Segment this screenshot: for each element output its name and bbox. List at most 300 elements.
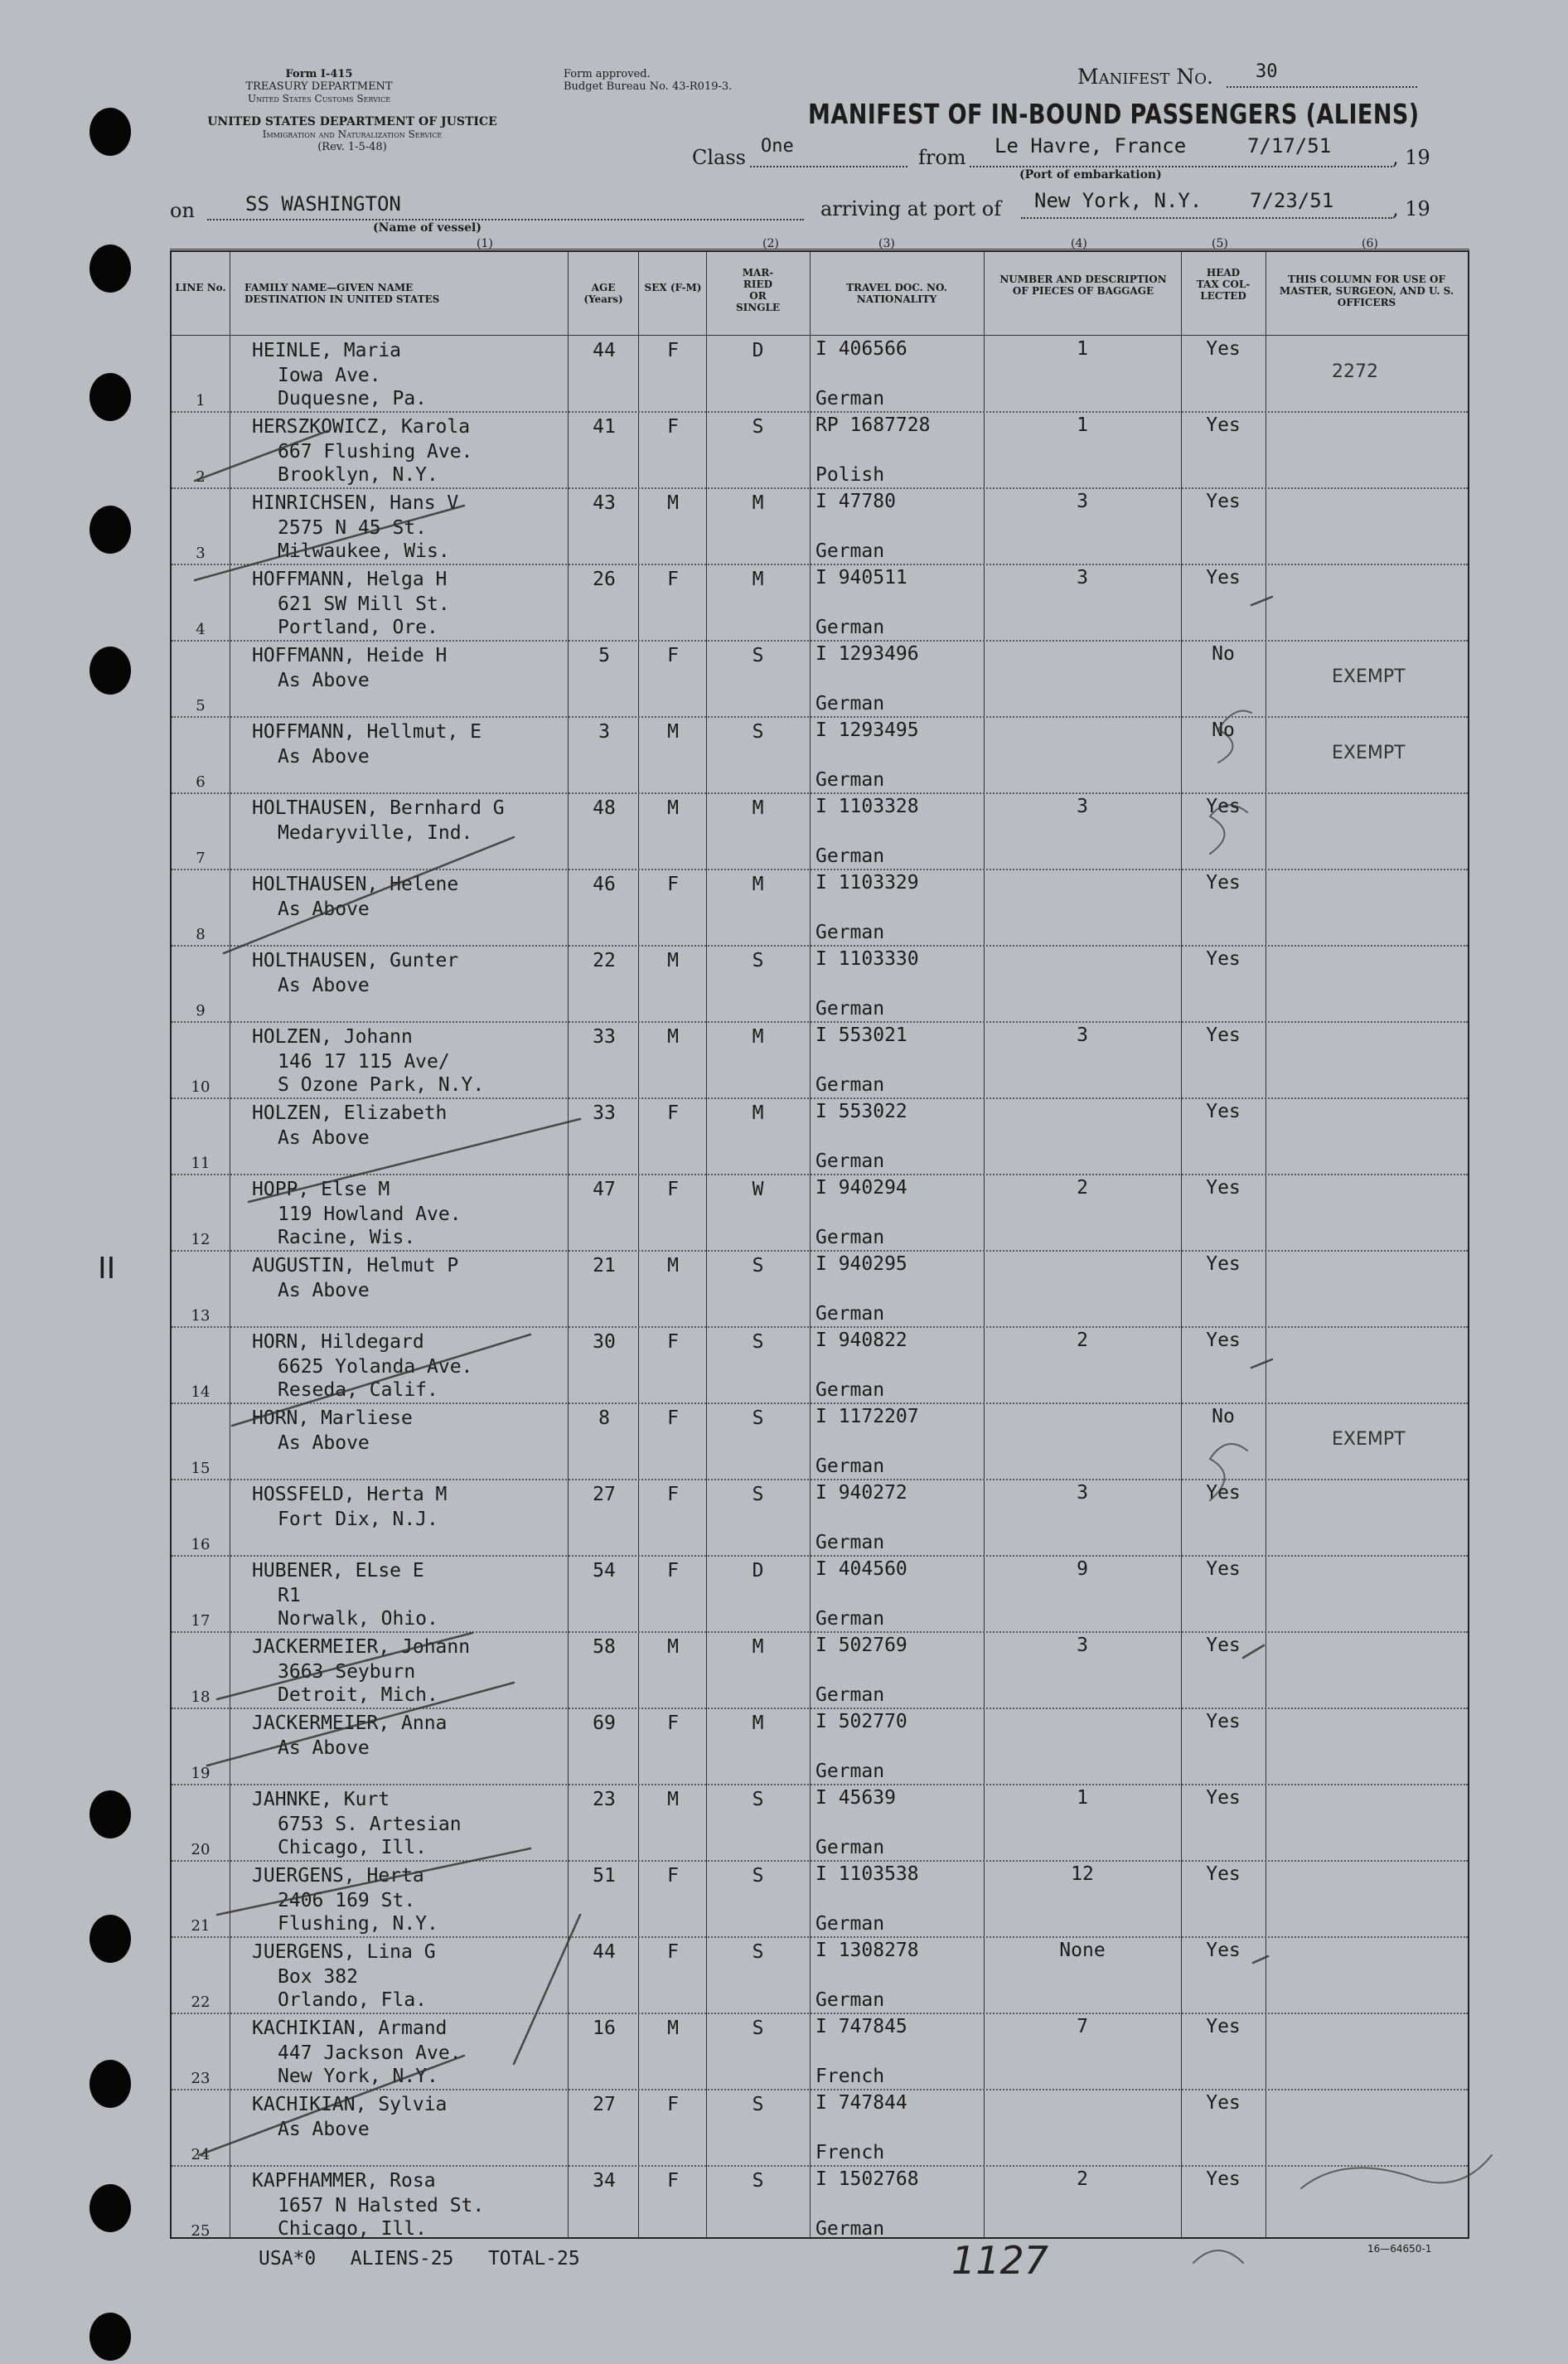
marital-cell: S [752,721,764,743]
line-number: 9 [196,1002,206,1020]
age-cell: 33 [593,1102,616,1124]
travel-doc-cell: RP 1687728 [815,414,931,436]
nationality-cell: German [815,1913,885,1935]
address-line-1: As Above [278,746,370,768]
travel-doc-cell: I 940295 [815,1253,907,1275]
marital-cell: D [752,340,764,361]
passenger-name: HEINLE, Maria [252,340,402,361]
baggage-cell: 1 [1077,1787,1088,1809]
manifest-no-label: Manifest No. [1077,65,1213,89]
line-number: 12 [191,1231,211,1248]
sex-cell: M [667,1026,679,1048]
nationality-cell: German [815,1227,885,1248]
marital-cell: W [752,1179,764,1200]
passenger-name: JUERGENS, Herta [252,1865,424,1887]
nationality-cell: German [815,617,885,638]
address-line-1: 2575 N 45 St. [278,517,428,539]
passenger-name: HOLZEN, Johann [252,1026,413,1048]
address-line-1: As Above [278,1432,370,1454]
passenger-name: HERSZKOWICZ, Karola [252,416,471,438]
marital-cell: D [752,1560,764,1582]
embark-date: 7/17/51 [1247,134,1332,157]
vessel-sublabel: (Name of vessel) [373,221,482,235]
head-tax-cell: Yes [1206,491,1241,512]
passenger-name: HOLZEN, Elizabeth [252,1102,448,1124]
passenger-name: HOLTHAUSEN, Bernhard G [252,797,505,819]
line-number: 6 [196,773,206,791]
passenger-name: HINRICHSEN, Hans V [252,492,459,514]
passenger-name: JACKERMEIER, Johann [252,1636,471,1658]
treasury-label: TREASURY DEPARTMENT [245,80,393,93]
address-line-1: As Above [278,899,370,920]
line-number: 23 [191,2070,211,2087]
passenger-name: KACHIKIAN, Armand [252,2018,448,2039]
passenger-name: HORN, Hildegard [252,1331,424,1353]
col-number-4: (4) [1071,237,1087,250]
sex-cell: M [667,492,679,514]
head-tax-cell: Yes [1206,1101,1241,1122]
address-line-2: Duquesne, Pa. [278,388,428,409]
address-line-1: 1657 N Halsted St. [278,2195,485,2216]
address-line-2: Milwaukee, Wis. [278,540,450,562]
address-line-2: S Ozone Park, N.Y. [278,1074,485,1096]
sex-cell: F [667,1865,679,1887]
officer-note: EXEMPT [1332,666,1406,687]
officer-note: 2272 [1332,361,1378,382]
age-cell: 22 [593,950,616,971]
totals-line: USA*0 ALIENS-25 TOTAL-25 [259,2248,580,2270]
sex-cell: M [667,721,679,743]
age-cell: 16 [593,2018,616,2039]
col-number-5: (5) [1212,237,1228,250]
nationality-cell: German [815,922,885,943]
address-line-1: As Above [278,670,370,691]
baggage-cell: 2 [1077,1330,1088,1351]
nationality-cell: German [815,845,885,867]
col-number-1: (1) [477,237,493,250]
address-line-2: Portland, Ore. [278,617,438,638]
arrival-port: New York, N.Y. [1034,189,1203,212]
approved-label: Form approved. [564,68,651,80]
line-number: 20 [191,1841,211,1858]
year-suffix-2: , 19 [1392,197,1430,220]
passenger-name: HOSSFELD, Herta M [252,1484,448,1505]
nationality-cell: Polish [815,464,885,486]
baggage-cell: None [1059,1940,1106,1961]
address-line-1: R1 [278,1585,301,1606]
marital-cell: M [752,1102,764,1124]
address-line-1: As Above [278,975,370,996]
nationality-cell: German [815,769,885,791]
head-tax-cell: No [1212,719,1235,741]
nationality-cell: German [815,1303,885,1325]
baggage-cell: 3 [1077,491,1088,512]
address-line-1: 6753 S. Artesian [278,1814,462,1835]
marital-cell: M [752,1636,764,1658]
baggage-cell: 3 [1077,796,1088,817]
header-line-no: LINE No. [175,282,226,293]
marital-cell: S [752,2018,764,2039]
address-line-2: Flushing, N.Y. [278,1913,438,1935]
address-line-2: Norwalk, Ohio. [278,1608,438,1630]
passenger-name: HOFFMANN, Hellmut, E [252,721,482,743]
baggage-cell: 3 [1077,1482,1088,1504]
line-number: 15 [191,1460,211,1477]
manifest-no-value: 30 [1256,61,1278,82]
travel-doc-cell: I 1103330 [815,948,919,970]
travel-doc-cell: I 404560 [815,1558,907,1580]
travel-doc-cell: I 1103328 [815,796,919,817]
address-line-2: Brooklyn, N.Y. [278,464,438,486]
address-line-1: As Above [278,2119,370,2140]
line-number: 2 [196,468,206,486]
sex-cell: F [667,645,679,666]
line-number: 4 [196,621,206,638]
sex-cell: M [667,950,679,971]
passenger-name: JACKERMEIER, Anna [252,1712,448,1734]
header-age: AGE (Years) [583,282,623,305]
head-tax-cell: Yes [1206,1787,1241,1809]
travel-doc-cell: I 502769 [815,1635,907,1656]
header-head-tax: HEAD TAX COL-LECTED [1196,267,1251,302]
line-number: 13 [191,1307,211,1325]
age-cell: 41 [593,416,616,438]
head-tax-cell: Yes [1206,1482,1241,1504]
header-baggage: NUMBER AND DESCRIPTION OF PIECES OF BAGGAGE [999,274,1167,297]
sex-cell: M [667,1255,679,1276]
header-sex: SEX (F-M) [644,282,702,293]
address-line-2: Orlando, Fla. [278,1989,428,2011]
address-line-1: 119 Howland Ave. [278,1204,462,1225]
sex-cell: M [667,1789,679,1810]
sex-cell: F [667,2170,679,2192]
head-tax-cell: Yes [1206,1558,1241,1580]
age-cell: 58 [593,1636,616,1658]
col-number-2: (2) [762,237,779,250]
arrival-date: 7/23/51 [1250,189,1334,212]
customs-label: United States Customs Service [247,93,391,104]
travel-doc-cell: I 553021 [815,1025,907,1046]
passenger-name: KAPFHAMMER, Rosa [252,2170,436,2192]
embark-port: Le Havre, France [995,134,1187,157]
travel-doc-cell: I 747844 [815,2092,907,2114]
passenger-name: HORN, Marliese [252,1407,413,1429]
passenger-name: JAHNKE, Kurt [252,1789,390,1810]
age-cell: 48 [593,797,616,819]
year-suffix-1: , 19 [1392,146,1430,169]
marital-cell: M [752,874,764,895]
sex-cell: F [667,1484,679,1505]
travel-doc-cell: I 406566 [815,338,907,360]
passenger-name: HUBENER, ELse E [252,1560,424,1582]
age-cell: 3 [598,721,610,743]
address-line-1: Box 382 [278,1966,358,1988]
header-married: MAR-RIED OR SINGLE [735,267,781,313]
marital-cell: M [752,797,764,819]
line-number: 3 [196,545,206,562]
address-line-2: Racine, Wis. [278,1227,416,1248]
officer-note: EXEMPT [1332,743,1406,763]
address-line-2: Chicago, Ill. [278,2218,428,2240]
line-number: 14 [191,1383,211,1401]
baggage-cell: 2 [1077,2168,1088,2190]
head-tax-cell: Yes [1206,1025,1241,1046]
marital-cell: M [752,492,764,514]
nationality-cell: German [815,2218,885,2240]
nationality-cell: German [815,1532,885,1553]
age-cell: 8 [598,1407,610,1429]
baggage-cell: 12 [1071,1863,1094,1885]
age-cell: 34 [593,2170,616,2192]
address-line-1: As Above [278,1280,370,1301]
sex-cell: F [667,1102,679,1124]
address-line-1: 621 SW Mill St. [278,593,450,615]
nationality-cell: German [815,998,885,1020]
head-tax-cell: Yes [1206,1863,1241,1885]
age-cell: 46 [593,874,616,895]
passenger-name: HOLTHAUSEN, Helene [252,874,459,895]
on-label: on [170,199,195,222]
travel-doc-cell: I 1103538 [815,1863,919,1885]
sex-cell: F [667,416,679,438]
passenger-name: HOFFMANN, Helga H [252,569,448,590]
line-number: 8 [196,926,206,943]
head-tax-cell: Yes [1206,948,1241,970]
head-tax-cell: Yes [1206,338,1241,360]
marital-cell: S [752,2170,764,2192]
head-tax-cell: No [1212,643,1235,665]
travel-doc-cell: I 940294 [815,1177,907,1199]
marital-cell: M [752,1712,764,1734]
travel-doc-cell: I 1502768 [815,2168,919,2190]
line-number: 18 [191,1688,211,1706]
sex-cell: F [667,340,679,361]
age-cell: 43 [593,492,616,514]
line-number: 11 [191,1155,211,1172]
marital-cell: S [752,2094,764,2115]
age-cell: 26 [593,569,616,590]
address-line-1: 447 Jackson Ave. [278,2042,462,2064]
passenger-name: AUGUSTIN, Helmut P [252,1255,459,1276]
address-line-1: As Above [278,1737,370,1759]
sex-cell: F [667,1179,679,1200]
nationality-cell: German [815,1989,885,2011]
marital-cell: S [752,1865,764,1887]
baggage-cell: 3 [1077,567,1088,589]
class-value: One [761,136,794,157]
head-tax-cell: Yes [1206,2168,1241,2190]
col-number-6: (6) [1362,237,1378,250]
rev-label: (Rev. 1-5-48) [317,141,387,153]
nationality-cell: German [815,1151,885,1172]
sex-cell: F [667,1560,679,1582]
ins-label: Immigration and Naturalization Service [262,128,443,140]
passenger-name: HOFFMANN, Heide H [252,645,448,666]
marital-cell: M [752,1026,764,1048]
sex-cell: F [667,1941,679,1963]
age-cell: 47 [593,1179,616,1200]
marital-cell: S [752,1407,764,1429]
travel-doc-cell: I 940511 [815,567,907,589]
age-cell: 27 [593,2094,616,2115]
line-number: 5 [196,697,206,715]
head-tax-cell: Yes [1206,1635,1241,1656]
nationality-cell: German [815,1456,885,1477]
nationality-cell: German [815,1379,885,1401]
address-line-1: 3663 Seyburn [278,1661,416,1683]
line-number: 21 [191,1917,211,1935]
age-cell: 27 [593,1484,616,1505]
head-tax-cell: No [1212,1406,1235,1427]
address-line-2: Reseda, Calif. [278,1379,438,1401]
manifest-title: MANIFEST OF IN-BOUND PASSENGERS (ALIENS) [808,98,1420,130]
travel-doc-cell: I 45639 [815,1787,896,1809]
nationality-cell: German [815,693,885,715]
travel-doc-cell: I 1103329 [815,872,919,894]
head-tax-cell: Yes [1206,1330,1241,1351]
line-number: 1 [196,392,206,409]
head-tax-cell: Yes [1206,1711,1241,1732]
line-number: 19 [191,1765,211,1782]
passenger-name: KACHIKIAN, Sylvia [252,2094,448,2115]
baggage-cell: 3 [1077,1025,1088,1046]
travel-doc-cell: I 1293496 [815,643,919,665]
address-line-1: 146 17 115 Ave/ [278,1051,450,1073]
passenger-name: HOPP, Else M [252,1179,390,1200]
marital-cell: S [752,1484,764,1505]
header-officers: THIS COLUMN FOR USE OF MASTER, SURGEON, AND U. S. OFFICERS [1279,274,1454,308]
travel-doc-cell: I 1308278 [815,1940,919,1961]
age-cell: 5 [598,645,610,666]
sex-cell: F [667,874,679,895]
age-cell: 54 [593,1560,616,1582]
passenger-name: JUERGENS, Lina G [252,1941,436,1963]
sex-cell: F [667,569,679,590]
passenger-name: HOLTHAUSEN, Gunter [252,950,459,971]
nationality-cell: French [815,2066,885,2087]
baggage-cell: 7 [1077,2016,1088,2037]
form-number: Form I-415 [285,68,353,80]
travel-doc-cell: I 1293495 [815,719,919,741]
nationality-cell: German [815,1684,885,1706]
travel-doc-cell: I 940822 [815,1330,907,1351]
port-embark-label: (Port of embarkation) [1019,168,1162,182]
address-line-2: New York, N.Y. [278,2066,438,2087]
handwritten-count: 1127 [951,2238,1049,2283]
baggage-cell: 2 [1077,1177,1088,1199]
head-tax-cell: Yes [1206,1177,1241,1199]
marital-cell: M [752,569,764,590]
marital-cell: S [752,645,764,666]
address-line-1: Fort Dix, N.J. [278,1509,438,1530]
arriving-label: arriving at port of [820,197,1002,220]
sex-cell: M [667,797,679,819]
nationality-cell: German [815,1837,885,1858]
head-tax-cell: Yes [1206,1253,1241,1275]
line-number: 25 [191,2222,211,2240]
nationality-cell: German [815,540,885,562]
nationality-cell: French [815,2142,885,2163]
line-number: 17 [191,1612,211,1630]
travel-doc-cell: I 747845 [815,2016,907,2037]
sex-cell: M [667,1636,679,1658]
marital-cell: S [752,416,764,438]
head-tax-cell: Yes [1206,872,1241,894]
budget-label: Budget Bureau No. 43-R019-3. [564,80,733,93]
baggage-cell: 9 [1077,1558,1088,1580]
vessel-name: SS WASHINGTON [245,192,401,216]
head-tax-cell: Yes [1206,414,1241,436]
age-cell: 69 [593,1712,616,1734]
sex-cell: F [667,2094,679,2115]
officer-note: EXEMPT [1332,1429,1406,1450]
sex-cell: M [667,2018,679,2039]
header-travel-doc: TRAVEL DOC. NO. NATIONALITY [846,282,947,305]
from-label: from [918,146,966,169]
marital-cell: S [752,1941,764,1963]
address-line-2: Detroit, Mich. [278,1684,438,1706]
class-label: Class [692,146,746,169]
header-name: FAMILY NAME—GIVEN NAME DESTINATION IN UNITED STATES [244,282,440,305]
age-cell: 23 [593,1789,616,1810]
age-cell: 30 [593,1331,616,1353]
head-tax-cell: Yes [1206,1940,1241,1961]
travel-doc-cell: I 553022 [815,1101,907,1122]
age-cell: 33 [593,1026,616,1048]
sex-cell: F [667,1407,679,1429]
line-number: 16 [191,1536,211,1553]
age-cell: 44 [593,340,616,361]
address-line-1: 667 Flushing Ave. [278,441,473,463]
nationality-cell: German [815,388,885,409]
address-line-1: 6625 Yolanda Ave. [278,1356,473,1378]
marital-cell: S [752,1255,764,1276]
address-line-1: Medaryville, Ind. [278,822,473,844]
baggage-cell: 1 [1077,414,1088,436]
address-line-1: Iowa Ave. [278,365,381,386]
nationality-cell: German [815,1761,885,1782]
side-mark: II [98,1252,116,1286]
travel-doc-cell: I 47780 [815,491,896,512]
marital-cell: S [752,1331,764,1353]
nationality-cell: German [815,1608,885,1630]
baggage-cell: 1 [1077,338,1088,360]
line-number: 10 [191,1078,211,1096]
line-number: 24 [191,2146,211,2163]
head-tax-cell: Yes [1206,796,1241,817]
age-cell: 51 [593,1865,616,1887]
address-line-1: 2406 169 St. [278,1890,416,1911]
head-tax-cell: Yes [1206,2016,1241,2037]
address-line-2: Chicago, Ill. [278,1837,428,1858]
sex-cell: F [667,1712,679,1734]
justice-label: UNITED STATES DEPARTMENT OF JUSTICE [207,115,497,128]
age-cell: 44 [593,1941,616,1963]
line-number: 22 [191,1993,211,2011]
travel-doc-cell: I 502770 [815,1711,907,1732]
head-tax-cell: Yes [1206,567,1241,589]
head-tax-cell: Yes [1206,2092,1241,2114]
marital-cell: S [752,1789,764,1810]
address-line-1: As Above [278,1127,370,1149]
travel-doc-cell: I 1172207 [815,1406,919,1427]
marital-cell: S [752,950,764,971]
print-code: 16—64650-1 [1367,2243,1432,2255]
age-cell: 21 [593,1255,616,1276]
nationality-cell: German [815,1074,885,1096]
sex-cell: F [667,1331,679,1353]
baggage-cell: 3 [1077,1635,1088,1656]
